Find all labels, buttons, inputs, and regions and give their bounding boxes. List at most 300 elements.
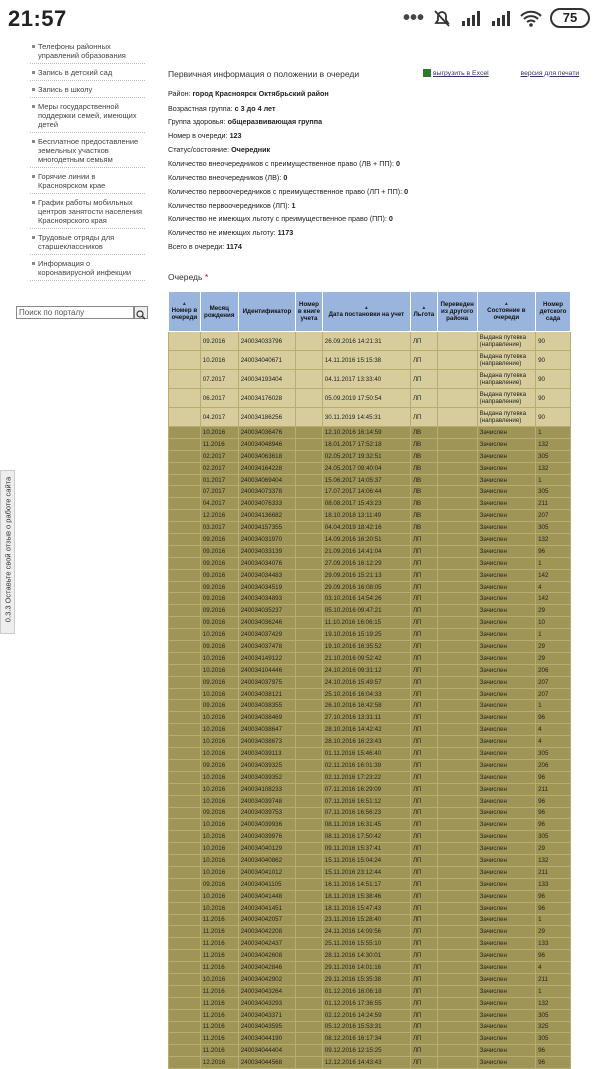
table-cell: 07.11.2016 16:56:23 (322, 807, 410, 819)
table-row (169, 866, 571, 878)
column-header[interactable] (169, 292, 201, 332)
table-cell (169, 771, 201, 783)
table-cell (169, 474, 201, 486)
table-cell: 09.2016 (200, 759, 238, 771)
print-link[interactable]: версия для печати (520, 69, 580, 77)
table-cell: 1 (536, 914, 571, 926)
table-row (169, 926, 571, 938)
table-cell: 305 (536, 748, 571, 760)
table-cell (169, 902, 201, 914)
table-cell (169, 712, 201, 724)
table-cell (296, 902, 323, 914)
table-cell: 09.2016 (200, 641, 238, 653)
sidebar-item-phones[interactable]: Телефоны районных управлений образования (30, 40, 145, 64)
table-cell: 09.2016 (200, 617, 238, 629)
table-cell: 05.12.2016 15:53:31 (322, 1021, 410, 1033)
sidebar-item-kindergarten[interactable]: Запись в детский сад (30, 66, 145, 81)
table-cell (169, 997, 201, 1009)
table-cell: 24.11.2016 14:09:56 (322, 926, 410, 938)
table-cell: 21.09.2016 14:41:04 (322, 545, 410, 557)
table-cell: 1 (536, 629, 571, 641)
table-cell: Зачислен (477, 605, 535, 617)
table-cell: 240034036246 (238, 617, 295, 629)
table-cell: ЛП (410, 351, 437, 370)
table-cell (296, 1009, 323, 1021)
table-cell (437, 973, 477, 985)
table-cell: 207 (536, 688, 571, 700)
table-cell: ЛВ (410, 486, 437, 498)
table-cell (296, 474, 323, 486)
table-cell: 10 (536, 617, 571, 629)
table-cell: Зачислен (477, 498, 535, 510)
table-cell: 132 (536, 534, 571, 546)
info-row-age: Возрастная группа: с 3 до 4 лет (168, 104, 276, 113)
column-header[interactable] (410, 292, 437, 332)
table-cell: 30.11.2019 14:45:31 (322, 408, 410, 427)
column-header[interactable] (322, 292, 410, 332)
table-cell (169, 593, 201, 605)
table-row (169, 688, 571, 700)
table-cell (437, 866, 477, 878)
table-cell: Зачислен (477, 759, 535, 771)
table-cell: ЛП (410, 664, 437, 676)
table-cell: 07.11.2016 16:29:09 (322, 783, 410, 795)
table-cell (437, 783, 477, 795)
table-cell: 09.2016 (200, 700, 238, 712)
table-cell: Выдана путевка (направление) (477, 408, 535, 427)
table-cell (169, 736, 201, 748)
table-cell: 240034044190 (238, 1033, 295, 1045)
table-cell: 240034157355 (238, 522, 295, 534)
table-cell (296, 843, 323, 855)
table-cell: 23.11.2016 15:28:40 (322, 914, 410, 926)
table-cell: 18.01.2017 17:52:18 (322, 438, 410, 450)
table-cell: 10.2016 (200, 795, 238, 807)
table-cell: Зачислен (477, 938, 535, 950)
table-row (169, 641, 571, 653)
table-cell: ЛП (410, 1021, 437, 1033)
table-cell (296, 676, 323, 688)
table-cell: 02.11.2016 17:23:22 (322, 771, 410, 783)
table-cell: ЛВ (410, 522, 437, 534)
table-cell (169, 557, 201, 569)
table-cell: 10.2016 (200, 819, 238, 831)
table-cell: 08.12.2016 16:17:34 (322, 1033, 410, 1045)
feedback-tab[interactable] (0, 470, 15, 634)
table-row (169, 748, 571, 760)
search-button[interactable] (134, 306, 148, 319)
table-cell: 96 (536, 950, 571, 962)
table-cell (437, 438, 477, 450)
table-cell (296, 617, 323, 629)
table-cell (437, 545, 477, 557)
table-cell: ЛП (410, 914, 437, 926)
table-cell (437, 332, 477, 351)
queue-table (168, 291, 571, 1069)
table-cell: ЛП (410, 736, 437, 748)
status-icons (403, 7, 590, 29)
table-row (169, 389, 571, 408)
table-cell (296, 878, 323, 890)
table-cell: 211 (536, 783, 571, 795)
sidebar-item-labor[interactable]: Трудовые отряды для старшеклассников (30, 231, 145, 255)
table-cell: ЛП (410, 962, 437, 974)
table-cell (437, 1009, 477, 1021)
table-row (169, 427, 571, 439)
table-cell (296, 370, 323, 389)
table-cell: 240034042208 (238, 926, 295, 938)
sidebar-item-land[interactable]: Бесплатное предоставление земельных участков многодетным семьям (30, 135, 145, 168)
table-cell (296, 1057, 323, 1069)
table-cell: 08.08.2017 15:43:23 (322, 498, 410, 510)
table-cell: 240034036476 (238, 427, 295, 439)
table-cell: ЛП (410, 926, 437, 938)
table-cell: ЛП (410, 652, 437, 664)
table-cell: Зачислен (477, 771, 535, 783)
table-cell: 08.11.2016 16:31:45 (322, 819, 410, 831)
table-row (169, 902, 571, 914)
table-cell: 10.2016 (200, 973, 238, 985)
table-cell: 240034037478 (238, 641, 295, 653)
table-cell: 240034042846 (238, 962, 295, 974)
table-cell: Зачислен (477, 522, 535, 534)
table-cell: ЛП (410, 408, 437, 427)
table-cell: Зачислен (477, 462, 535, 474)
table-cell: 15.11.2016 23:12:44 (322, 866, 410, 878)
table-cell (437, 498, 477, 510)
table-cell: Зачислен (477, 736, 535, 748)
excel-link[interactable]: выгрузить в Excel (433, 69, 489, 77)
table-row (169, 1057, 571, 1069)
table-cell: 240034037429 (238, 629, 295, 641)
table-cell (169, 1045, 201, 1057)
table-cell (169, 807, 201, 819)
table-cell: 04.2017 (200, 498, 238, 510)
table-cell: 29.09.2016 16:08:05 (322, 581, 410, 593)
table-cell: Зачислен (477, 783, 535, 795)
table-cell: 4 (536, 581, 571, 593)
table-cell (437, 581, 477, 593)
table-row (169, 700, 571, 712)
sidebar-item-hotlines[interactable]: Горячие линии в Красноярском крае (30, 170, 145, 194)
table-cell (437, 486, 477, 498)
table-cell: Зачислен (477, 795, 535, 807)
table-cell: 07.11.2016 16:51:12 (322, 795, 410, 807)
table-cell (296, 522, 323, 534)
table-cell: 96 (536, 795, 571, 807)
table-cell (169, 878, 201, 890)
table-cell (169, 890, 201, 902)
table-cell (169, 1033, 201, 1045)
table-cell (169, 408, 201, 427)
table-cell: 29 (536, 926, 571, 938)
table-cell: 305 (536, 1009, 571, 1021)
table-row (169, 486, 571, 498)
table-cell: 240034038355 (238, 700, 295, 712)
column-header (437, 292, 477, 332)
table-cell: 04.2017 (200, 408, 238, 427)
table-cell (169, 389, 201, 408)
table-cell (169, 641, 201, 653)
table-row (169, 664, 571, 676)
table-cell: 1 (536, 700, 571, 712)
table-cell: 96 (536, 807, 571, 819)
table-cell (437, 914, 477, 926)
table-cell: 240034035237 (238, 605, 295, 617)
table-cell (437, 926, 477, 938)
table-cell (296, 510, 323, 522)
info-row-lp: Количество первоочередников (ЛП): 1 (168, 201, 296, 210)
table-cell: 1 (536, 427, 571, 439)
table-row (169, 878, 571, 890)
table-cell: ЛП (410, 534, 437, 546)
table-cell: 240034039936 (238, 819, 295, 831)
table-cell: 10.2016 (200, 629, 238, 641)
sort-arrow-icon: ▲ (363, 304, 369, 311)
table-cell (437, 629, 477, 641)
table-row (169, 997, 571, 1009)
table-cell (296, 629, 323, 641)
table-cell (437, 676, 477, 688)
table-cell: Зачислен (477, 1021, 535, 1033)
table-cell (437, 819, 477, 831)
table-cell: Зачислен (477, 427, 535, 439)
table-cell: 10.2016 (200, 902, 238, 914)
feedback-badge: 0.3.3 (3, 605, 13, 623)
table-header-row (169, 292, 571, 332)
table-cell: Зачислен (477, 843, 535, 855)
table-cell: Зачислен (477, 1045, 535, 1057)
table-row (169, 890, 571, 902)
table-cell (296, 688, 323, 700)
table-row (169, 629, 571, 641)
sidebar-item-employment[interactable]: График работы мобильных центров занятости населения Красноярского края (30, 196, 145, 229)
table-cell: 240034193404 (238, 370, 295, 389)
table-cell: Зачислен (477, 569, 535, 581)
table-cell: 206 (536, 664, 571, 676)
table-cell: ЛП (410, 878, 437, 890)
table-cell (296, 641, 323, 653)
table-row (169, 1045, 571, 1057)
table-cell (437, 351, 477, 370)
table-cell (437, 938, 477, 950)
column-header[interactable] (477, 292, 535, 332)
table-cell (296, 819, 323, 831)
table-cell (169, 759, 201, 771)
table-cell (296, 950, 323, 962)
table-cell: ЛП (410, 569, 437, 581)
table-cell: 02.2017 (200, 462, 238, 474)
table-cell: 09.2016 (200, 581, 238, 593)
table-cell: 09.2016 (200, 569, 238, 581)
table-cell: 10.2016 (200, 866, 238, 878)
column-header-label: Номер детского сада (539, 301, 567, 322)
table-cell: Зачислен (477, 1057, 535, 1069)
table-cell: 18.11.2016 15:47:43 (322, 902, 410, 914)
table-cell (437, 831, 477, 843)
table-cell (437, 474, 477, 486)
table-cell: 15.06.2017 14:05:37 (322, 474, 410, 486)
table-cell: ЛВ (410, 462, 437, 474)
table-row (169, 351, 571, 370)
table-cell: ЛП (410, 700, 437, 712)
table-cell: 240034164228 (238, 462, 295, 474)
table-cell: Зачислен (477, 450, 535, 462)
table-cell (296, 427, 323, 439)
table-cell: ЛП (410, 593, 437, 605)
battery-indicator: 75 (550, 8, 590, 28)
table-cell (296, 581, 323, 593)
table-cell: 240034040129 (238, 843, 295, 855)
table-cell (437, 522, 477, 534)
table-cell: ЛП (410, 843, 437, 855)
info-row-pp: Количество не имеющих льготу с преимущественное право (ПП): 0 (168, 214, 393, 223)
table-cell: 90 (536, 389, 571, 408)
table-cell: ЛП (410, 866, 437, 878)
table-cell (296, 605, 323, 617)
table-cell (296, 938, 323, 950)
search-input[interactable]: Поиск по порталу (16, 306, 134, 319)
table-cell: ЛП (410, 389, 437, 408)
table-cell: 325 (536, 1021, 571, 1033)
table-cell: 240034186256 (238, 408, 295, 427)
table-cell: 03.10.2016 14:54:26 (322, 593, 410, 605)
table-cell (296, 985, 323, 997)
table-cell: ЛП (410, 771, 437, 783)
table-cell (169, 510, 201, 522)
table-cell: 08.11.2016 17:50:42 (322, 831, 410, 843)
table-cell: 240034041012 (238, 866, 295, 878)
table-cell: Зачислен (477, 700, 535, 712)
table-cell: 09.2016 (200, 593, 238, 605)
table-cell (437, 878, 477, 890)
column-header (200, 292, 238, 332)
table-cell (169, 370, 201, 389)
table-cell: ЛП (410, 783, 437, 795)
table-cell (296, 408, 323, 427)
table-cell: 207 (536, 510, 571, 522)
table-cell: 28.11.2016 14:30:01 (322, 950, 410, 962)
table-cell: 4 (536, 962, 571, 974)
table-cell: Зачислен (477, 676, 535, 688)
table-row (169, 950, 571, 962)
table-cell: ЛП (410, 902, 437, 914)
table-cell: 01.2017 (200, 474, 238, 486)
table-cell (169, 581, 201, 593)
table-cell: 240034031970 (238, 534, 295, 546)
table-cell (296, 1033, 323, 1045)
table-cell (169, 652, 201, 664)
table-cell (169, 545, 201, 557)
table-row (169, 370, 571, 389)
table-cell: Зачислен (477, 890, 535, 902)
table-cell (169, 748, 201, 760)
table-cell: 11.2016 (200, 985, 238, 997)
table-cell: 10.2016 (200, 831, 238, 843)
table-cell: 11.2016 (200, 938, 238, 950)
sidebar-item-support[interactable]: Меры государственной поддержки семей, имеющих детей (30, 100, 145, 133)
table-cell: 240034043371 (238, 1009, 295, 1021)
sidebar-item-school[interactable]: Запись в школу (30, 83, 145, 98)
table-cell: 240034033796 (238, 332, 295, 351)
table-cell (169, 962, 201, 974)
table-cell: 240034073378 (238, 486, 295, 498)
table-cell (296, 736, 323, 748)
column-header-label: Переведен из другого района (440, 301, 474, 322)
table-cell: 02.05.2017 19:32:51 (322, 450, 410, 462)
table-cell: ЛП (410, 831, 437, 843)
table-row (169, 522, 571, 534)
search-icon (135, 309, 147, 320)
table-cell: 27.10.2016 13:31:11 (322, 712, 410, 724)
table-cell: 240034034893 (238, 593, 295, 605)
table-cell: 240034034483 (238, 569, 295, 581)
table-cell: ЛВ (410, 474, 437, 486)
table-cell: Зачислен (477, 748, 535, 760)
table-cell (296, 534, 323, 546)
table-row (169, 498, 571, 510)
table-cell: 02.12.2016 14:24:59 (322, 1009, 410, 1021)
table-cell: 305 (536, 486, 571, 498)
table-cell: Выдана путевка (направление) (477, 332, 535, 351)
table-cell (437, 664, 477, 676)
table-cell (296, 795, 323, 807)
table-cell: ЛП (410, 1009, 437, 1021)
table-cell: 240034043264 (238, 985, 295, 997)
table-cell (296, 664, 323, 676)
table-cell (296, 462, 323, 474)
table-cell (296, 438, 323, 450)
table-cell: 04.04.2019 18:42:16 (322, 522, 410, 534)
table-cell (437, 855, 477, 867)
info-row-status: Статус/состояние: Очередник (168, 145, 271, 154)
table-cell: 96 (536, 545, 571, 557)
table-cell (437, 985, 477, 997)
table-cell: 1 (536, 985, 571, 997)
table-cell: ЛП (410, 950, 437, 962)
sidebar-item-covid[interactable]: Информация о коронавирусной инфекции (30, 257, 145, 281)
table-cell (437, 617, 477, 629)
table-cell: 10.2016 (200, 771, 238, 783)
table-cell: 10.2016 (200, 724, 238, 736)
table-cell (437, 641, 477, 653)
table-cell: Зачислен (477, 914, 535, 926)
table-cell: Зачислен (477, 581, 535, 593)
mute-bell-icon (432, 8, 452, 28)
table-cell: 240034037975 (238, 676, 295, 688)
table-cell: Зачислен (477, 926, 535, 938)
table-cell (169, 985, 201, 997)
table-row (169, 962, 571, 974)
table-cell: ЛП (410, 641, 437, 653)
table-row (169, 593, 571, 605)
table-row (169, 1009, 571, 1021)
table-cell (169, 950, 201, 962)
table-cell: Зачислен (477, 997, 535, 1009)
column-header-label: Номер в книге учета (297, 301, 321, 322)
table-cell (437, 1033, 477, 1045)
table-cell: 10.2016 (200, 843, 238, 855)
table-cell (169, 795, 201, 807)
table-cell: Выдана путевка (направление) (477, 389, 535, 408)
sort-arrow-icon: ▲ (503, 301, 509, 307)
table-cell: 09.2016 (200, 534, 238, 546)
table-cell (437, 1021, 477, 1033)
table-cell (169, 1057, 201, 1069)
table-cell (169, 427, 201, 439)
info-row-total: Всего в очереди: 1174 (168, 242, 242, 251)
table-cell: 240034038673 (238, 736, 295, 748)
